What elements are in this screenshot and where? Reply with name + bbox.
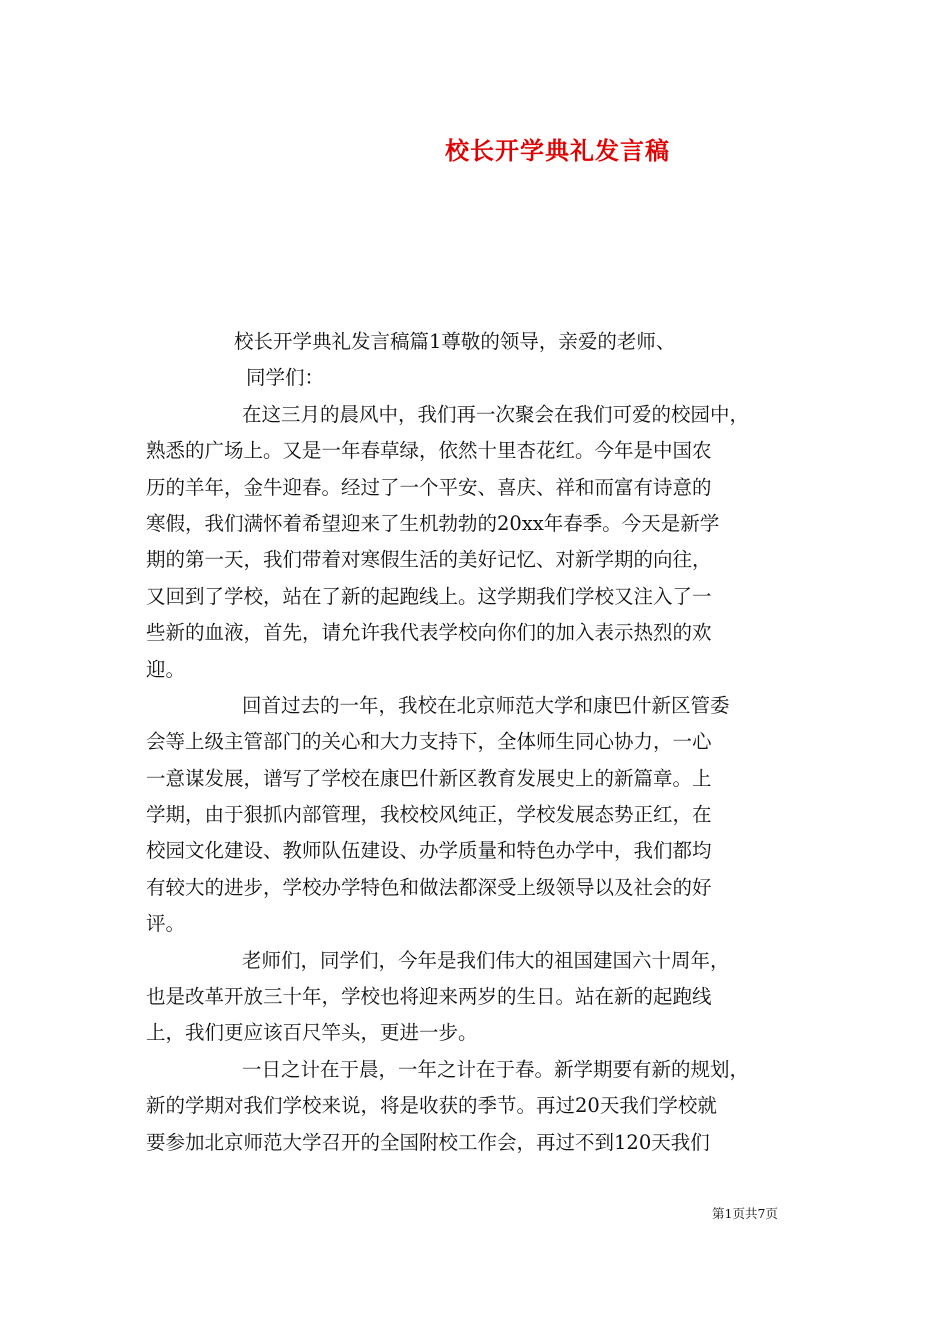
text-line: 熟悉的广场上。又是一年春草绿，依然十里杏花红。今年是中国农 xyxy=(146,439,712,463)
text-line: 评。 xyxy=(146,912,186,936)
text-line: 新的学期对我们学校来说，将是收获的季节。再过20天我们学校就 xyxy=(146,1094,717,1118)
text-line: 校长开学典礼发言稿篇1尊敬的领导，亲爱的老师、 xyxy=(234,330,676,353)
text-line: 又回到了学校，站在了新的起跑线上。这学期我们学校又注入了一 xyxy=(146,584,712,608)
text-line: 有较大的进步，学校办学特色和做法都深受上级领导以及社会的好 xyxy=(146,875,712,899)
page-number-footer: 第1页共7页 xyxy=(712,1206,778,1221)
text-line: 同学们： xyxy=(246,366,325,390)
text-line: 回首过去的一年，我校在北京师范大学和康巴什新区管委 xyxy=(242,693,730,717)
text-line: 一日之计在于晨，一年之计在于春。新学期要有新的规划， xyxy=(242,1057,750,1081)
text-line: 历的羊年，金牛迎春。经过了一个平安、喜庆、祥和而富有诗意的 xyxy=(146,475,712,499)
text-line: 上，我们更应该百尺竿头，更进一步。 xyxy=(146,1021,478,1045)
text-line: 校园文化建设、教师队伍建设、办学质量和特色办学中，我们都均 xyxy=(146,839,712,863)
text-line: 会等上级主管部门的关心和大力支持下，全体师生同心协力，一心 xyxy=(146,730,712,754)
text-line: 在这三月的晨风中，我们再一次聚会在我们可爱的校园中， xyxy=(242,402,750,426)
text-line: 一意谋发展，谱写了学校在康巴什新区教育发展史上的新篇章。上 xyxy=(146,766,712,790)
text-line: 寒假，我们满怀着希望迎来了生机勃勃的20xx年春季。今天是新学 xyxy=(146,511,720,535)
text-line: 也是改革开放三十年，学校也将迎来两岁的生日。站在新的起跑线 xyxy=(146,985,712,1009)
text-line: 期的第一天，我们带着对寒假生活的美好记忆、对新学期的向往， xyxy=(146,548,712,572)
text-line: 学期，由于狠抓内部管理，我校校风纯正，学校发展态势正红，在 xyxy=(146,803,712,827)
text-line: 要参加北京师范大学召开的全国附校工作会，再过不到120天我们 xyxy=(146,1130,710,1154)
text-line: 老师们，同学们，今年是我们伟大的祖国建国六十周年， xyxy=(242,948,730,972)
document-body xyxy=(146,324,810,1161)
text-line: 些新的血液，首先，请允许我代表学校向你们的加入表示热烈的欢 xyxy=(146,621,712,645)
text-line: 迎。 xyxy=(146,657,186,681)
page-title: 校长开学典礼发言稿 xyxy=(445,136,670,165)
